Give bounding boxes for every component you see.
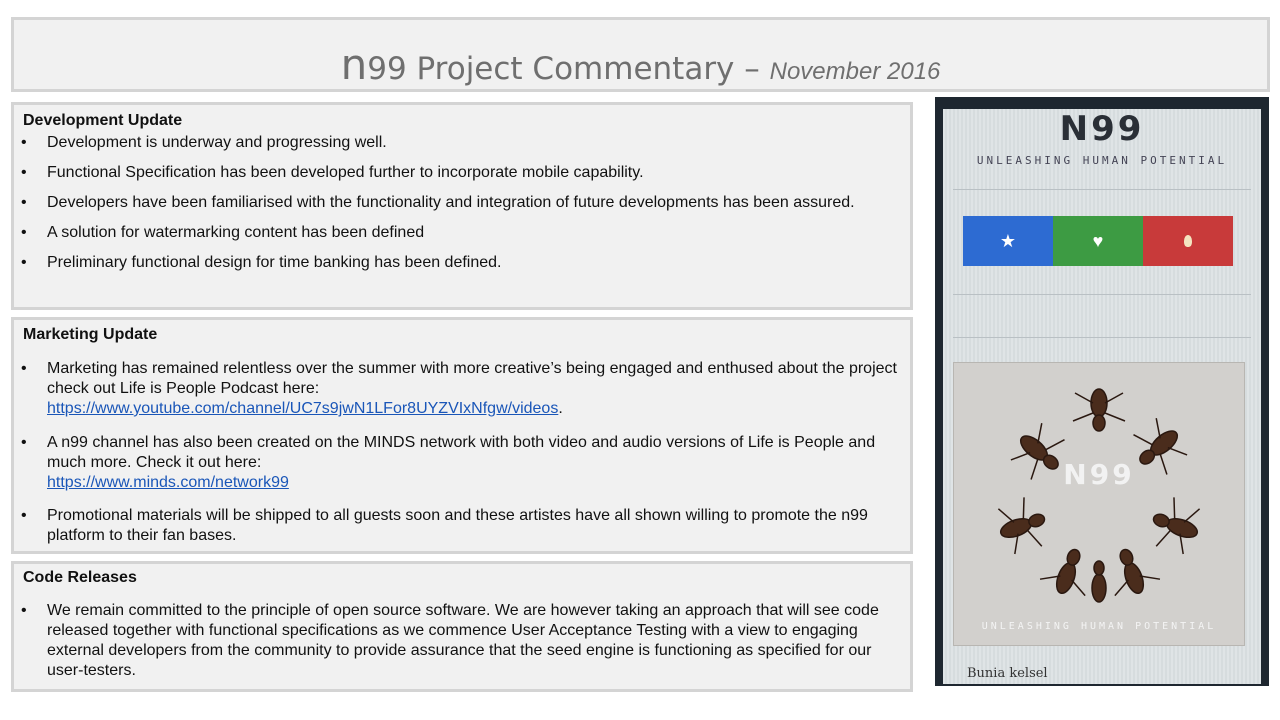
development-list [14, 133, 910, 273]
star-button[interactable] [963, 216, 1053, 266]
list-item: • We remain committed to the principle of open source software. We are however taking an approach that will see code released together with functional specifications as we commence User Acceptance Testing with a view to engaging external developers from the community to provide assurance that the seed engine is functioning as specified for our user-testers. [21, 602, 879, 679]
divider [953, 189, 1251, 190]
app-logo: N99 [1059, 109, 1145, 149]
heart-button[interactable] [1053, 216, 1143, 266]
youtube-channel-link[interactable]: https://www.youtube.com/channel/UC7s9jwN1LFor8UYZVIxNfgw/videos [47, 400, 559, 417]
page-title [14, 40, 1267, 90]
marketing-list [14, 359, 910, 546]
list-item: • Functional Specification has been developed further to incorporate mobile capability. [21, 164, 644, 181]
reaction-buttons [963, 216, 1233, 266]
art-logo: N99 [1063, 458, 1135, 491]
list-item: • Development is underway and progressing well. [21, 134, 387, 151]
code-releases-panel [11, 561, 913, 692]
list-item: • A n99 channel has also been created on the MINDS network with both video and audio versions of Life is People and much more. Check it out here: https://www.minds.com/network99 [21, 434, 876, 491]
list-item: • Developers have been familiarised with the functionality and integration of future developments has been assured. [21, 194, 855, 211]
title-main: 99 Project Commentary – [367, 51, 770, 87]
list-item: • A solution for watermarking content has been defined [21, 224, 425, 241]
divider [953, 294, 1251, 295]
heart-icon: ♥ [1092, 230, 1104, 251]
phone-screen [943, 109, 1261, 684]
ant-circle-illustration [954, 363, 1244, 645]
star-icon: ★ [999, 230, 1017, 251]
title-brand-n: n [340, 40, 368, 89]
code-heading: Code Releases [23, 569, 137, 586]
ant-artwork [953, 362, 1245, 646]
list-item: • Promotional materials will be shipped to all guests soon and these artistes have all shown willing to promote the n99 platform to their fan bases. [21, 507, 868, 544]
development-update-panel [11, 102, 913, 310]
divider [953, 337, 1251, 338]
title-month: November 2016 [769, 58, 941, 85]
signature-text: Bunia kelsel [967, 666, 1048, 681]
phone-photo [935, 97, 1269, 686]
app-tagline: UNLEASHING HUMAN POTENTIAL [976, 154, 1228, 167]
marketing-update-panel [11, 317, 913, 554]
flame-button[interactable] [1143, 216, 1233, 266]
list-item: • Preliminary functional design for time banking has been defined. [21, 254, 502, 271]
code-list [14, 601, 910, 681]
title-banner [11, 17, 1270, 92]
art-tagline: UNLEASHING HUMAN POTENTIAL [981, 621, 1217, 632]
list-item: • Marketing has remained relentless over the summer with more creative’s being engaged and enthused about the project check out Life is People Podcast here: https://www.youtube.com/channel/UC7s9jwN1LFor8UYZVIxNfgw/videos. [21, 360, 897, 417]
development-heading: Development Update [23, 112, 183, 129]
flame-icon [1184, 235, 1192, 247]
marketing-heading: Marketing Update [23, 326, 158, 343]
minds-network-link[interactable]: https://www.minds.com/network99 [47, 474, 289, 491]
